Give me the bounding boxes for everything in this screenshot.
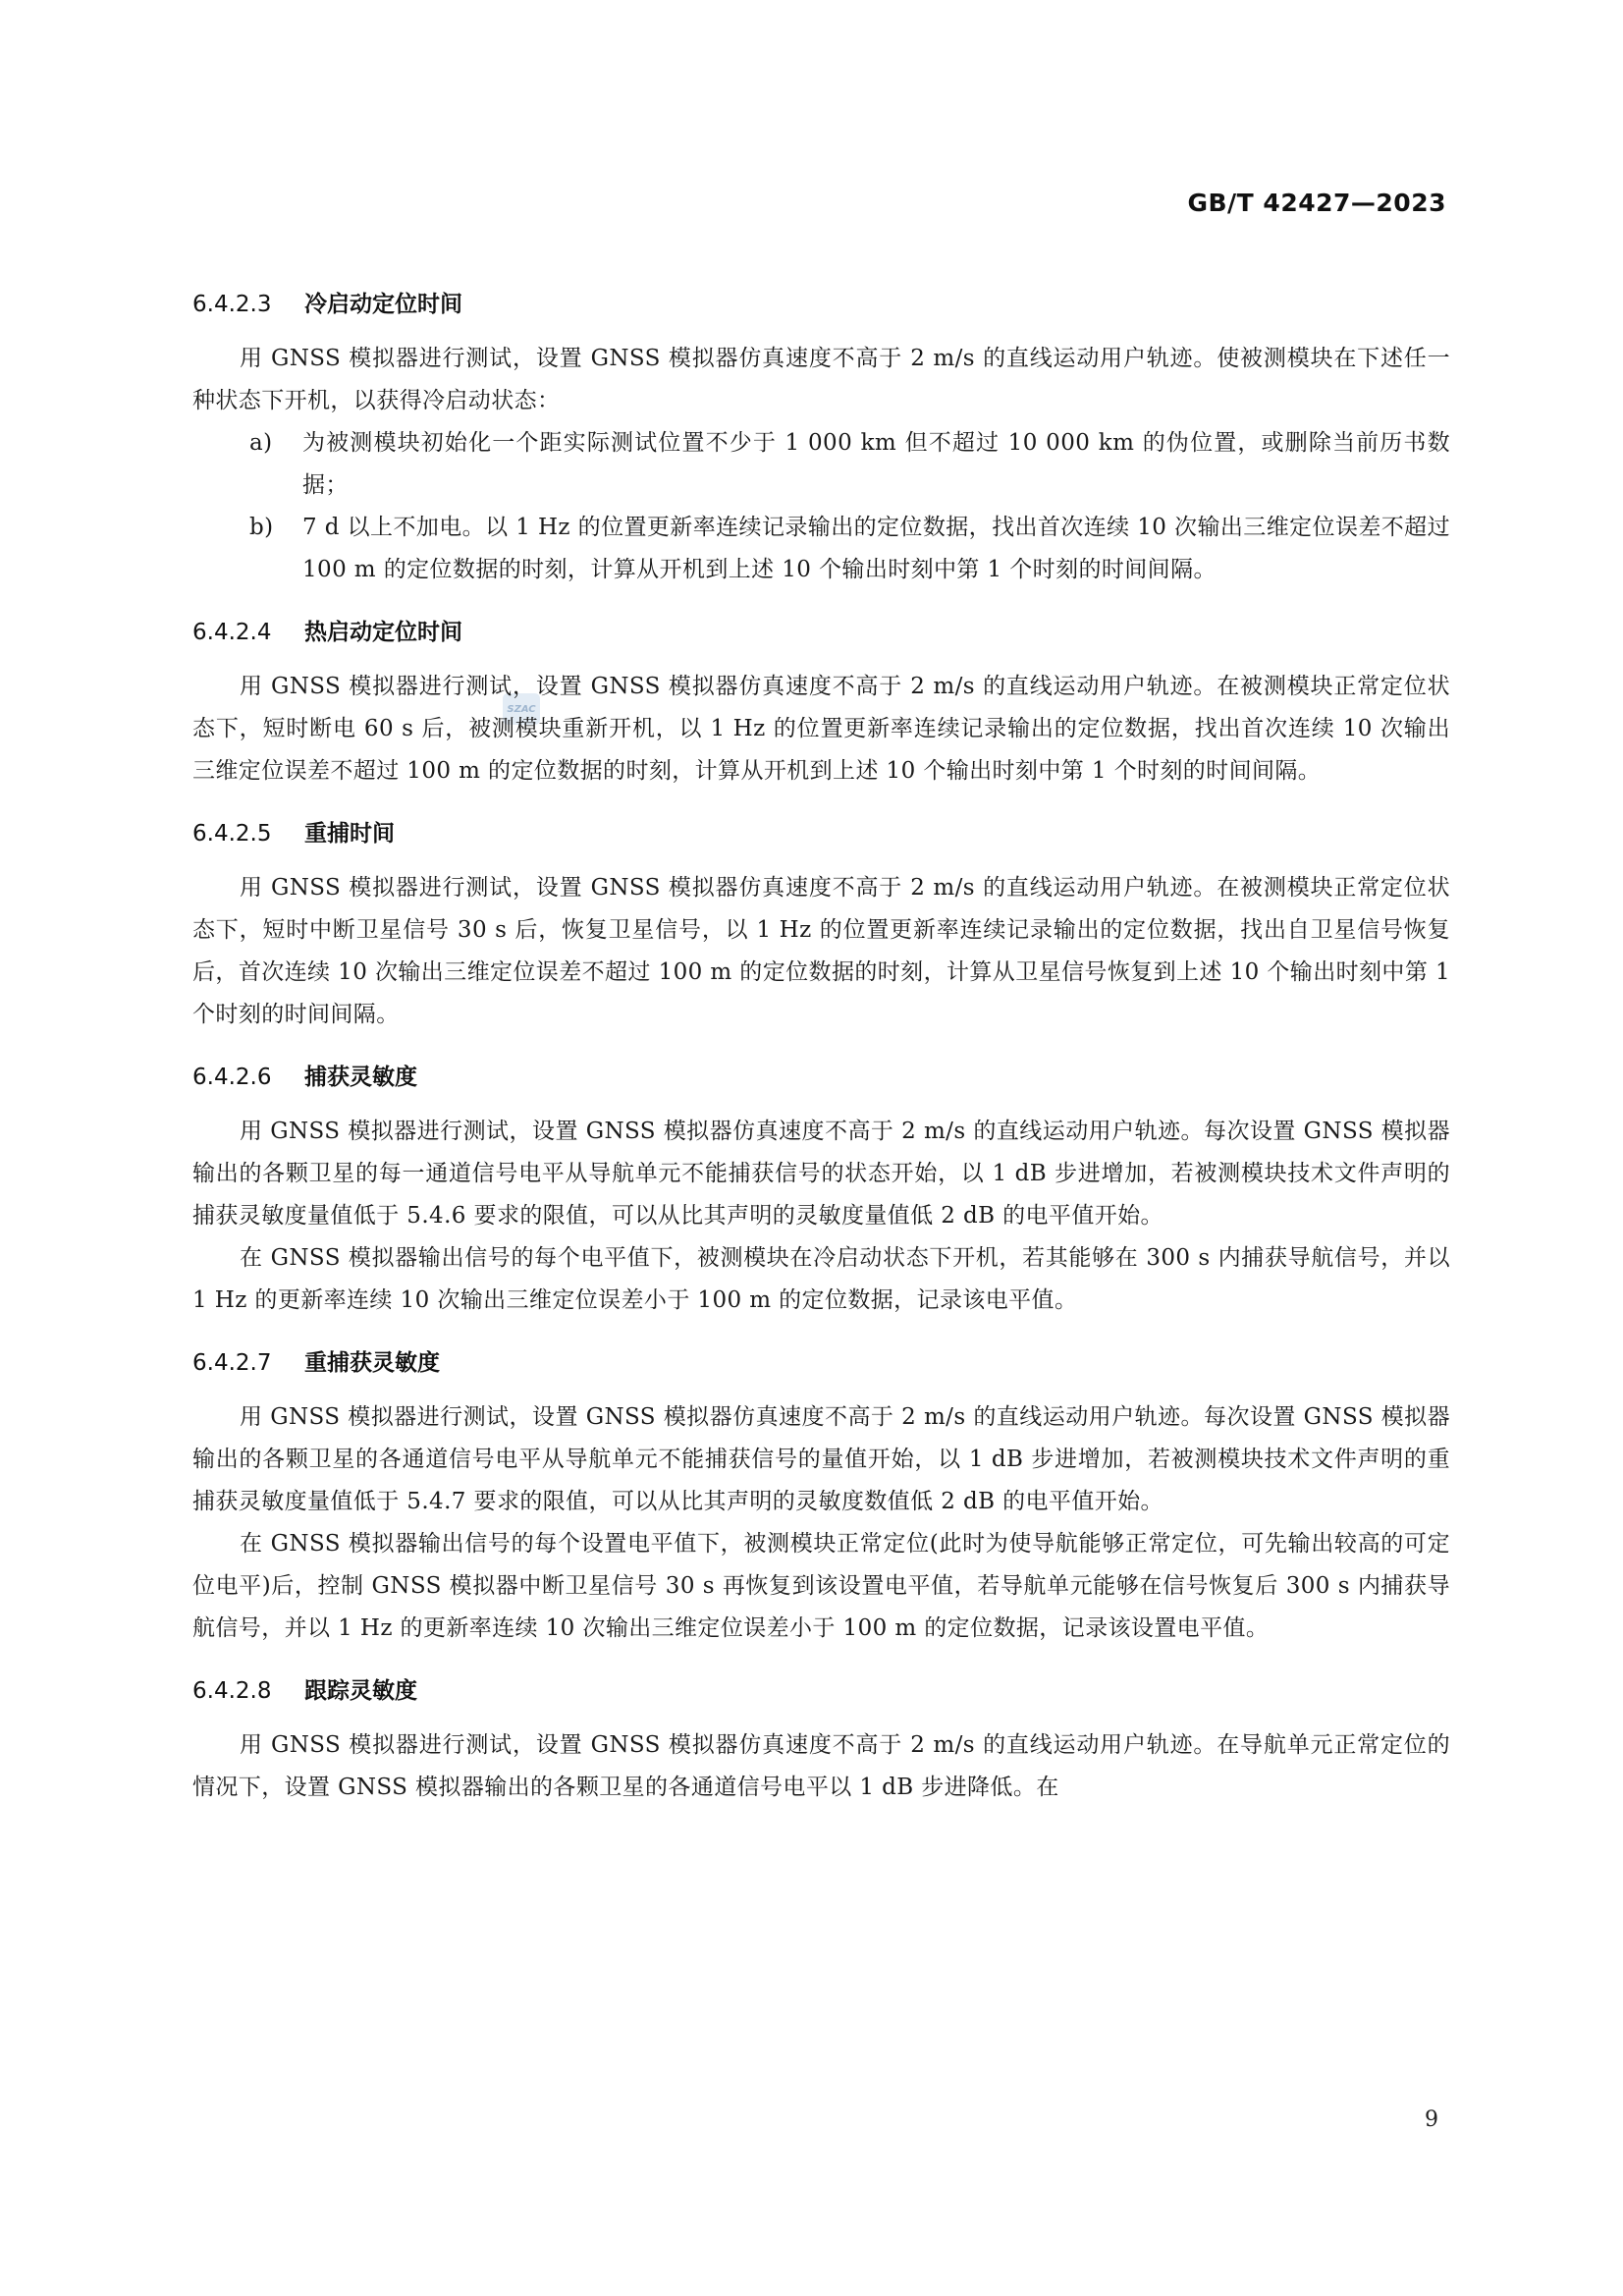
section-heading: [192, 1666, 1450, 1717]
paragraph: 用 GNSS 模拟器进行测试，设置 GNSS 模拟器仿真速度不高于 2 m/s 的直线运动用户轨迹。在被测模块正常定位状态下，短时断电 60 s 后，被测模块重新开机，以 1 Hz 的位置更新率连续记录输出的定位数据，找出首次连续 10 次输出三维定位误差不超过 100 m 的定位数据的时刻，计算从开机到上述 10 个输出时刻中第 1 个时刻的时间间隔。: [192, 674, 1450, 784]
section-heading: [192, 1052, 1450, 1103]
list-item-text: 7 d 以上不加电。以 1 Hz 的位置更新率连续记录输出的定位数据，找出首次连续 10 次输出三维定位误差不超过 100 m 的定位数据的时刻，计算从开机到上述 10 个输出时刻中第 1 个时刻的时间间隔。: [302, 515, 1450, 582]
section-title: 重捕获灵敏度: [304, 1350, 440, 1376]
section-number: 6.4.2.6: [192, 1065, 272, 1090]
paragraph: 用 GNSS 模拟器进行测试，设置 GNSS 模拟器仿真速度不高于 2 m/s 的直线运动用户轨迹。每次设置 GNSS 模拟器输出的各颗卫星的每一通道信号电平从导航单元不能捕获信号的状态开始，以 1 dB 步进增加，若被测模块技术文件声明的捕获灵敏度量值低于 5.4.6 要求的限值，可以从比其声明的灵敏度量值低 2 dB 的电平值开始。: [192, 1119, 1450, 1229]
section-title: 重捕时间: [304, 821, 395, 847]
section-heading: [192, 607, 1450, 658]
list-item: [192, 507, 1450, 591]
section-title: 冷启动定位时间: [304, 292, 462, 317]
paragraph: 在 GNSS 模拟器输出信号的每个设置电平值下，被测模块正常定位(此时为使导航能够正常定位，可先输出较高的可定位电平)后，控制 GNSS 模拟器中断卫星信号 30 s 再恢复到该设置电平值，若导航单元能够在信号恢复后 300 s 内捕获导航信号，并以 1 Hz 的更新率连续 10 次输出三维定位误差小于 100 m 的定位数据，记录该设置电平值。: [192, 1531, 1450, 1641]
section-heading: [192, 279, 1450, 330]
section-title: 热启动定位时间: [304, 620, 462, 645]
section-heading: [192, 1338, 1450, 1389]
paragraph: 用 GNSS 模拟器进行测试，设置 GNSS 模拟器仿真速度不高于 2 m/s 的直线运动用户轨迹。在被测模块正常定位状态下，短时中断卫星信号 30 s 后，恢复卫星信号，以 1 Hz 的位置更新率连续记录输出的定位数据，找出自卫星信号恢复后，首次连续 10 次输出三维定位误差不超过 100 m 的定位数据的时刻，计算从卫星信号恢复到上述 10 个输出时刻中第 1 个时刻的时间间隔。: [192, 875, 1450, 1027]
paragraph: 用 GNSS 模拟器进行测试，设置 GNSS 模拟器仿真速度不高于 2 m/s 的直线运动用户轨迹。使被测模块在下述任一种状态下开机，以获得冷启动状态：: [192, 346, 1450, 413]
section-number: 6.4.2.5: [192, 821, 272, 847]
paragraph: 用 GNSS 模拟器进行测试，设置 GNSS 模拟器仿真速度不高于 2 m/s 的直线运动用户轨迹。在导航单元正常定位的情况下，设置 GNSS 模拟器输出的各颗卫星的各通道信号电平以 1 dB 步进降低。在: [192, 1732, 1450, 1800]
paragraph: 在 GNSS 模拟器输出信号的每个电平值下，被测模块在冷启动状态下开机，若其能够在 300 s 内捕获导航信号，并以 1 Hz 的更新率连续 10 次输出三维定位误差小于 100 m 的定位数据，记录该电平值。: [192, 1245, 1450, 1313]
document-body: [192, 279, 1450, 1809]
section-number: 6.4.2.8: [192, 1678, 272, 1704]
list-item: [192, 422, 1450, 507]
list-marker: b): [249, 515, 274, 540]
list-marker: a): [249, 430, 273, 456]
section-number: 6.4.2.4: [192, 620, 272, 645]
section-title: 跟踪灵敏度: [304, 1678, 417, 1704]
section-number: 6.4.2.7: [192, 1350, 272, 1376]
section-heading: [192, 808, 1450, 859]
section-title: 捕获灵敏度: [304, 1065, 417, 1090]
watermark-text: SZAC: [507, 703, 536, 715]
page-number: 9: [1425, 2107, 1438, 2132]
standard-code: GB/T 42427—2023: [1187, 189, 1446, 217]
paragraph: 用 GNSS 模拟器进行测试，设置 GNSS 模拟器仿真速度不高于 2 m/s 的直线运动用户轨迹。每次设置 GNSS 模拟器输出的各颗卫星的各通道信号电平从导航单元不能捕获信号的量值开始，以 1 dB 步进增加，若被测模块技术文件声明的重捕获灵敏度量值低于 5.4.7 要求的限值，可以从比其声明的灵敏度数值低 2 dB 的电平值开始。: [192, 1404, 1450, 1514]
list-item-text: 为被测模块初始化一个距实际测试位置不少于 1 000 km 但不超过 10 000 km 的伪位置，或删除当前历书数据；: [302, 430, 1450, 498]
section-number: 6.4.2.3: [192, 292, 272, 317]
